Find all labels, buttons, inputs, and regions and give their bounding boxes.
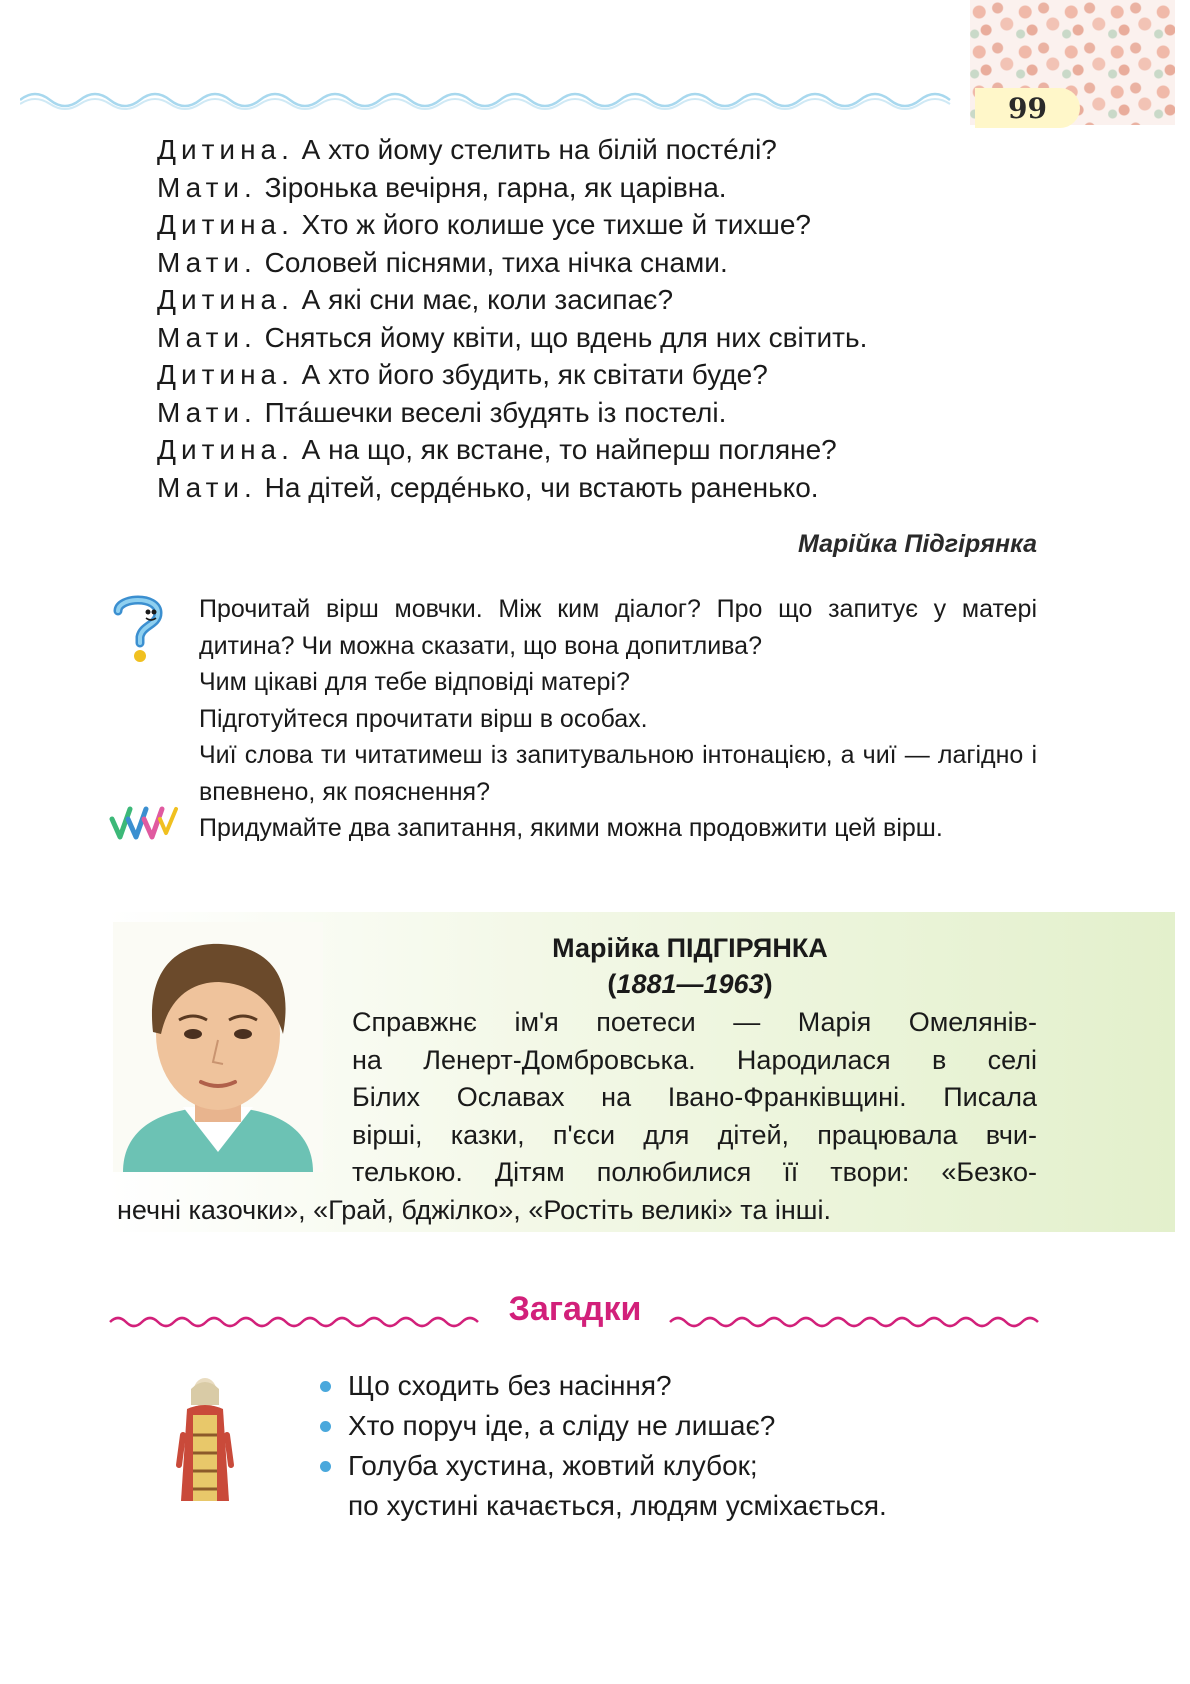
question-text: Чим цікаві для тебе відповіді матері?	[199, 668, 630, 696]
bullet-icon	[320, 1461, 331, 1472]
speaker: Дитина.	[157, 434, 294, 465]
line-text: А хто йому стелить на білій постéлі?	[293, 134, 777, 165]
bio-line: вірші, казки, п'єси для дітей, працювала вчи-	[352, 1119, 1037, 1150]
riddle-item	[318, 1446, 1078, 1486]
bio-line: нечні казочки», «Грай, бджілко», «Ростіть великі» та інші.	[117, 1194, 831, 1225]
poem-line	[157, 206, 1037, 244]
poem-line	[157, 169, 1037, 207]
bio-line: Справжнє ім'я поетеси — Марія Омелянів-	[352, 1007, 1037, 1037]
bio-line: на Ленерт-Домбровська. Народилася в селі	[352, 1044, 1037, 1075]
riddles-list	[318, 1366, 1078, 1526]
bullet-icon	[320, 1381, 331, 1392]
riddle-item	[318, 1406, 1078, 1446]
checkmarks-icon	[108, 803, 180, 843]
questions-block	[199, 591, 1037, 847]
motanka-doll-image	[175, 1375, 235, 1503]
task-text: Придумайте два запитання, якими можна продовжити цей вірш.	[199, 814, 943, 842]
years-open: (	[607, 969, 617, 999]
line-text: А які сни має, коли засипає?	[293, 284, 674, 315]
bio-name: Марійка ПІДГІРЯНКА	[552, 933, 828, 963]
riddle-item	[318, 1366, 1078, 1406]
speaker: Мати.	[157, 471, 257, 503]
poem-line	[157, 431, 1037, 469]
line-text: А хто його збудить, як світати буде?	[293, 359, 768, 390]
line-text: Хто ж його колише усе тихше й тихше?	[293, 209, 812, 240]
line-text: Сняться йому квіти, що вдень для них світить.	[256, 321, 868, 353]
speaker: Мати.	[157, 321, 257, 353]
speaker: Дитина.	[157, 209, 294, 240]
poem-line	[157, 281, 1037, 319]
speaker: Мати.	[157, 246, 257, 278]
riddle-text: Голуба хустина, жовтий клубок;	[348, 1450, 758, 1481]
poem-line	[157, 469, 1037, 507]
question-text: Чиї слова ти читатимеш із запитувальною інтонацією, а чиї — лагідно і впевнено, як пояснення?	[199, 741, 1037, 806]
line-text: А на що, як встане, то найперш погляне?	[293, 434, 837, 465]
riddle-continuation: по хустині качається, людям усміхається.	[348, 1490, 887, 1521]
riddles-title: Загадки	[508, 1290, 642, 1328]
speaker: Мати.	[157, 171, 257, 203]
riddle-text: Хто поруч іде, а сліду не лишає?	[348, 1410, 776, 1441]
bio-years	[340, 966, 1040, 1002]
poem	[157, 131, 1037, 506]
line-text: Зіронька вечірня, гарна, як царівна.	[256, 171, 727, 203]
bullet-icon	[320, 1421, 331, 1432]
poem-line	[157, 356, 1037, 394]
speaker: Мати.	[157, 396, 257, 428]
question-text: Підготуйтеся прочитати вірш в особах.	[199, 704, 648, 733]
poem-line	[157, 131, 1037, 169]
speaker: Дитина.	[157, 359, 294, 390]
bio-line: Білих Ославах на Івано-Франківщині. Писала	[352, 1082, 1037, 1112]
question-icon	[110, 593, 166, 665]
speaker: Дитина.	[157, 284, 294, 315]
bio-text	[117, 1004, 1037, 1229]
poem-line	[157, 394, 1037, 432]
poem-line	[157, 319, 1037, 357]
poem-line	[157, 244, 1037, 282]
riddle-text: Що сходить без насіння?	[348, 1370, 672, 1401]
poem-author: Марійка Підгірянка	[798, 530, 1037, 558]
question-text: Прочитай вірш мовчки. Між ким діалог? Про що запитує у матері дитина? Чи можна сказати, що вона допитлива?	[199, 595, 1037, 660]
bio-line: телькою. Дітям полюбилися її твори: «Безко-	[352, 1157, 1037, 1187]
speaker: Дитина.	[157, 134, 294, 165]
line-text: Соловей піснями, тиха нічка снами.	[256, 246, 728, 278]
years-close: )	[763, 969, 773, 999]
line-text: Птáшечки веселі збудять із постелі.	[256, 396, 727, 428]
line-text: На дітей, сердéнько, чи встають раненько.	[256, 471, 819, 503]
top-wave-divider	[20, 88, 970, 112]
years-range: 1881—1963	[616, 969, 764, 999]
page-number: 99	[975, 88, 1080, 128]
